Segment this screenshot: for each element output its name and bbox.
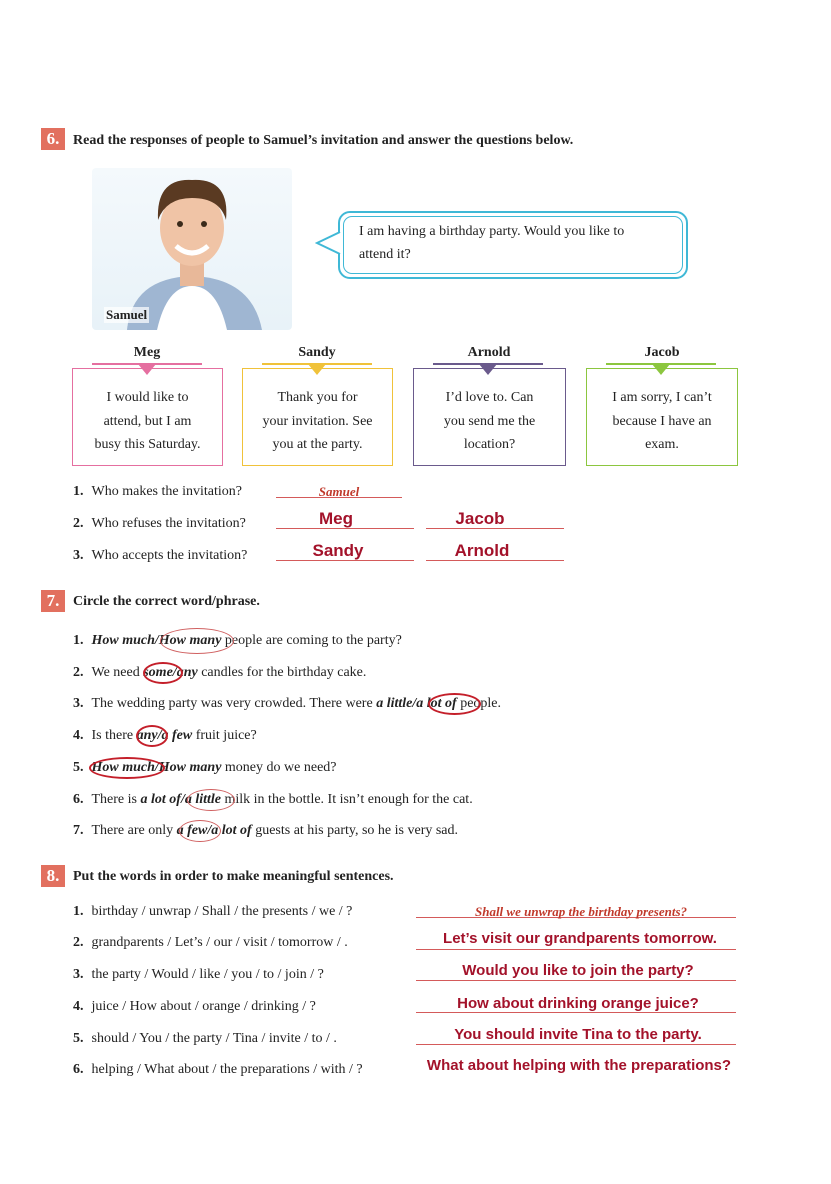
response-box-sandy (242, 368, 393, 466)
section-6-title: Read the responses of people to Samuel’s invitation and answer the questions below. (73, 133, 574, 148)
item-text: milk in the bottle. It isn’t enough for the cat. (221, 792, 473, 807)
item-number: 1. (73, 904, 84, 919)
scrambled-words: should / You / the party / Tina / invite / to / . (91, 1031, 337, 1046)
s7-item-1 (73, 633, 402, 649)
item-text: There is (91, 792, 141, 807)
person-name-sandy: Sandy (298, 345, 336, 360)
item-number: 4. (73, 999, 84, 1014)
section-8-title: Put the words in order to make meaningful sentences. (73, 869, 394, 884)
option-1[interactable]: some (143, 665, 173, 680)
answer-circle (184, 789, 235, 811)
option-2[interactable]: a few (161, 728, 193, 743)
response-line: location? (463, 437, 516, 452)
item-text: people are coming to the party? (221, 633, 402, 648)
answer-jacob[interactable]: Jacob (455, 509, 505, 528)
option-1[interactable]: How much (91, 633, 155, 648)
option-1[interactable]: a little (376, 696, 413, 711)
option-2[interactable]: How many (158, 633, 222, 648)
bubble-text-1: I am having a birthday party. Would you like to (359, 224, 625, 239)
s6-question-2 (73, 516, 246, 532)
item-text: people. (456, 696, 502, 711)
answer-line (416, 980, 736, 981)
s8-item-6 (73, 1062, 363, 1078)
scrambled-words: helping / What about / the preparations / with / ? (91, 1062, 363, 1077)
question-number: 1. (73, 484, 84, 499)
question-number: 3. (73, 548, 84, 563)
option-1[interactable]: any (136, 728, 158, 743)
answer-sentence-3[interactable]: Would you like to join the party? (462, 962, 694, 979)
answer-sentence-6[interactable]: What about helping with the preparations? (426, 1057, 732, 1074)
item-text: The wedding party was very crowded. There were (91, 696, 377, 711)
samuel-name: Samuel (106, 307, 148, 322)
scrambled-words: juice / How about / orange / drinking / ? (91, 999, 316, 1014)
option-1[interactable]: How much (91, 760, 155, 775)
answer-line (416, 1044, 736, 1045)
answer-circle (89, 757, 165, 779)
answer-line (416, 1012, 736, 1013)
question-text: Who refuses the invitation? (91, 516, 246, 531)
option-separator: / (154, 633, 159, 648)
s6-question-1 (73, 484, 242, 500)
item-number: 3. (73, 696, 84, 711)
s7-item-2 (73, 665, 366, 681)
section-8-number: 8. (41, 865, 65, 887)
answer-circle (143, 662, 183, 684)
option-2[interactable]: a little (184, 792, 221, 807)
speech-bubble-tail (315, 230, 343, 256)
response-line: exam. (645, 437, 679, 452)
s8-item-1 (73, 904, 352, 920)
response-line: you at the party. (272, 437, 363, 452)
scrambled-words: grandparents / Let’s / our / visit / tomorrow / . (91, 935, 348, 950)
scrambled-words: the party / Would / like / you / to / join / ? (91, 967, 324, 982)
response-line: your invitation. See (262, 413, 373, 429)
section-7-number: 7. (41, 590, 65, 612)
item-text: Is there (91, 728, 137, 743)
item-number: 6. (73, 792, 84, 807)
answer-sentence-1[interactable]: Shall we unwrap the birthday presents? (474, 904, 688, 919)
answer-samuel[interactable]: Samuel (318, 484, 360, 499)
answer-sandy[interactable]: Sandy (312, 541, 364, 560)
item-number: 1. (73, 633, 84, 648)
option-separator: / (154, 760, 159, 775)
item-text: guests at his party, so he is very sad. (251, 823, 459, 838)
answer-circle (160, 628, 234, 654)
person-name-jacob: Jacob (644, 345, 680, 360)
question-text: Who makes the invitation? (91, 484, 242, 499)
response-box-arnold (413, 368, 566, 466)
response-line: you send me the (443, 413, 536, 429)
answer-sentence-2[interactable]: Let’s visit our grandparents tomorrow. (443, 930, 717, 947)
item-number: 6. (73, 1062, 84, 1077)
s8-item-3 (73, 967, 324, 983)
s8-item-4 (73, 999, 316, 1015)
answer-circle (176, 820, 221, 842)
option-2[interactable]: a lot of (211, 823, 252, 838)
item-number: 4. (73, 728, 84, 743)
person-name-arnold: Arnold (467, 345, 511, 360)
item-number: 5. (73, 760, 84, 775)
speech-bubble (338, 211, 688, 279)
item-number: 2. (73, 935, 84, 950)
option-separator: / (172, 665, 177, 680)
option-separator: / (157, 728, 162, 743)
response-box-jacob (586, 368, 738, 466)
s6-question-3 (73, 548, 247, 564)
item-text: There are only (91, 823, 177, 838)
option-1[interactable]: a few (176, 823, 208, 838)
option-separator: / (180, 792, 185, 807)
scrambled-words: birthday / unwrap / Shall / the presents / we / ? (91, 904, 353, 919)
answer-circle (136, 725, 168, 747)
option-2[interactable]: any (176, 665, 198, 680)
response-line: Thank you for (277, 390, 358, 405)
person-name-meg: Meg (133, 345, 161, 360)
item-text: candles for the birthday cake. (197, 665, 367, 680)
s8-item-2 (73, 935, 348, 951)
response-line: I am sorry, I can’t (612, 390, 712, 405)
question-number: 2. (73, 516, 84, 531)
response-line: because I have an (612, 413, 712, 429)
item-text: We need (91, 665, 144, 680)
option-separator: / (412, 696, 417, 711)
response-line: attend, but I am (103, 413, 192, 429)
answer-circle (428, 693, 481, 715)
item-number: 7. (73, 823, 84, 838)
option-2[interactable]: a lot of (416, 696, 457, 711)
response-line: busy this Saturday. (94, 437, 201, 452)
answer-arnold[interactable]: Arnold (454, 541, 510, 560)
response-line: I’d love to. Can (445, 390, 534, 405)
item-number: 2. (73, 665, 84, 680)
section-6-number: 6. (41, 128, 65, 150)
s8-item-5 (73, 1031, 337, 1047)
option-separator: / (207, 823, 212, 838)
bubble-text-2: attend it? (359, 247, 411, 262)
answer-meg[interactable]: Meg (319, 509, 353, 528)
item-number: 5. (73, 1031, 84, 1046)
samuel-photo (92, 168, 292, 330)
option-1[interactable]: a lot of (140, 792, 181, 807)
item-text: money do we need? (221, 760, 337, 775)
item-text: fruit juice? (192, 728, 257, 743)
option-2[interactable]: How many (158, 760, 222, 775)
response-line: I would like to (106, 390, 189, 405)
section-7-title: Circle the correct word/phrase. (73, 594, 260, 609)
response-box-meg (72, 368, 223, 466)
answer-sentence-5[interactable]: You should invite Tina to the party. (454, 1026, 702, 1043)
answer-line (416, 949, 736, 950)
s7-item-6 (73, 792, 473, 808)
item-number: 3. (73, 967, 84, 982)
question-text: Who accepts the invitation? (91, 548, 248, 563)
answer-sentence-4[interactable]: How about drinking orange juice? (457, 995, 699, 1012)
s7-item-7 (73, 823, 458, 839)
